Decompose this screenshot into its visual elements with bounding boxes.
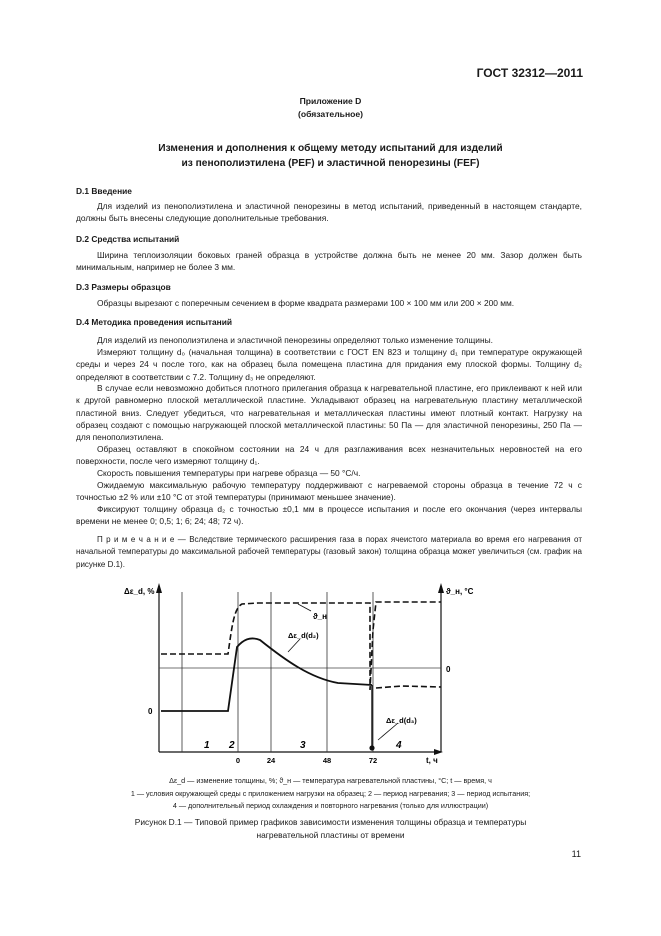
section-d4-p3: В случае если невозможно добиться плотного прилегания образца к нагревательной пластине, его приклеивают к ней или к другой равномерно плоской металлической пластине. Укладывают образец на нагревательную пластину металлической пластиной вниз. Следует убедиться, что нагревательная и металлическая пластины имеют плотный контакт. Нагрузку на образец создают с помощью нагружающей плоской металлической пластины: 50 Па — для эластичной пенорезины, 250 Па — для пенополиэтилена.: [76, 383, 582, 443]
page-number: 11: [571, 849, 581, 859]
zero-right-label: 0: [446, 665, 451, 674]
x-tick-24: 24: [266, 756, 276, 765]
figure-caption-line-1: Рисунок D.1 — Типовой пример графиков зависимости изменения толщины образца и температуры: [134, 817, 527, 827]
section-d4-p4: Образец оставляют в спокойном состоянии на 24 ч для разглаживания всех незначительных неровностей на его поверхности, после чего измеряют толщину d₁.: [76, 444, 582, 467]
d3-leader: [378, 723, 398, 740]
section-d4-p5: Скорость повышения температуры при нагреве образца — 50 °С/ч.: [97, 468, 361, 478]
legend-line-3: 4 — дополнительный период охлаждения и повторного нагревания (только для иллюстрации): [172, 801, 489, 810]
standard-number: ГОСТ 32312—2011: [476, 66, 583, 80]
x-tick-0: 0: [235, 756, 241, 765]
annex-title: Приложение D: [299, 96, 362, 106]
theta-series-label: ϑ_н: [313, 612, 327, 621]
note-text: П р и м е ч а н и е — Вследствие термического расширения газа в порах ячеистого материала во время его нагревания от начальной температуры до максимальной рабочей температуры (газовый закон) толщина образца может увеличиться (см. график на рисунке D.1).: [76, 535, 582, 569]
heading-line-2: из пенополиэтилена (PEF) и эластичной пенорезины (FEF): [181, 158, 480, 169]
annex-status: (обязательное): [297, 109, 364, 119]
y-right-label: ϑ_н, °C: [446, 587, 474, 596]
period-label-3: 3: [300, 740, 306, 751]
figure-d1-chart: [0, 570, 661, 770]
section-d3-text: Образцы вырезают с поперечным сечением в форме квадрата размерами 100 × 100 мм или 200 × 200 мм.: [97, 298, 515, 308]
section-d2-text: Ширина теплоизоляции боковых граней образца в устройстве должна быть не менее 20 мм. Зазор должен быть минимальным, например не более 3 мм.: [76, 250, 582, 273]
period-label-1: 1: [204, 740, 210, 751]
series-theta-tail: [376, 686, 441, 688]
section-d1-title: D.1 Введение: [76, 186, 132, 196]
section-d4-title: D.4 Методика проведения испытаний: [76, 317, 233, 327]
x-axis-label: t, ч: [426, 756, 438, 765]
theta-leader: [298, 604, 311, 611]
section-d4-p2: Измеряют толщину d₀ (начальная толщина) в соответствии с ГОСТ EN 823 и толщину d₁ при температуре окружающей среды и через 24 ч после того, как на образец была помещена пластина для придания ему плоской формы. Толщину d₂ определяют в соответствии с 7.2. Толщину d₃ не определяют.: [76, 347, 582, 382]
d2-leader: [288, 639, 300, 652]
y-left-label: Δε_d, %: [124, 587, 155, 596]
series-theta-dashed: [161, 602, 441, 690]
section-d3-title: D.3 Размеры образцов: [76, 282, 171, 292]
figure-caption-line-2: нагревательной пластины от времени: [256, 830, 405, 840]
series-d3-point: [369, 745, 374, 750]
section-d4-p1: Для изделий из пенополиэтилена и эластичной пенорезины определяют только изменение толщины.: [97, 335, 493, 345]
period-label-4: 4: [396, 740, 402, 751]
d3-series-label: Δε_d(d₃): [386, 716, 417, 725]
section-d1-text: Для изделий из пенополиэтилена и эластичной пенорезины в метод испытаний, приведенный в настоящем стандарте, должны быть внесены следующие дополнительные требования.: [76, 201, 582, 224]
period-label-2: 2: [229, 740, 235, 751]
d2-series-label: Δε_d(d₂): [288, 631, 319, 640]
legend-line-1: Δε_d — изменение толщины, %; ϑ_н — температура нагревательной пластины, °С; t — время, ч: [169, 776, 492, 785]
section-d4-p7: Фиксируют толщину образца d₂ с точностью ±0,1 мм в процессе испытания и после его окончания (через интервалы времени не менее 0; 0,5; 1; 6; 24; 48; 72 ч).: [76, 504, 582, 527]
x-tick-72: 72: [368, 756, 378, 765]
x-tick-48: 48: [322, 756, 332, 765]
zero-left-label: 0: [148, 707, 153, 716]
legend-line-2: 1 — условия окружающей среды с приложением нагрузки на образец; 2 — период нагревания; 3 — период испытания;: [130, 789, 531, 798]
series-d2-curve: [161, 638, 372, 711]
section-d2-title: D.2 Средства испытаний: [76, 234, 180, 244]
section-d4-p6: Ожидаемую максимальную рабочую температуру поддерживают с нагреваемой стороны образца в течение 72 ч с точностью ±2 % или ±10 °С от этой температуры (принимают меньшее значение).: [76, 480, 582, 503]
heading-line-1: Изменения и дополнения к общему методу испытаний для изделий: [158, 143, 503, 154]
